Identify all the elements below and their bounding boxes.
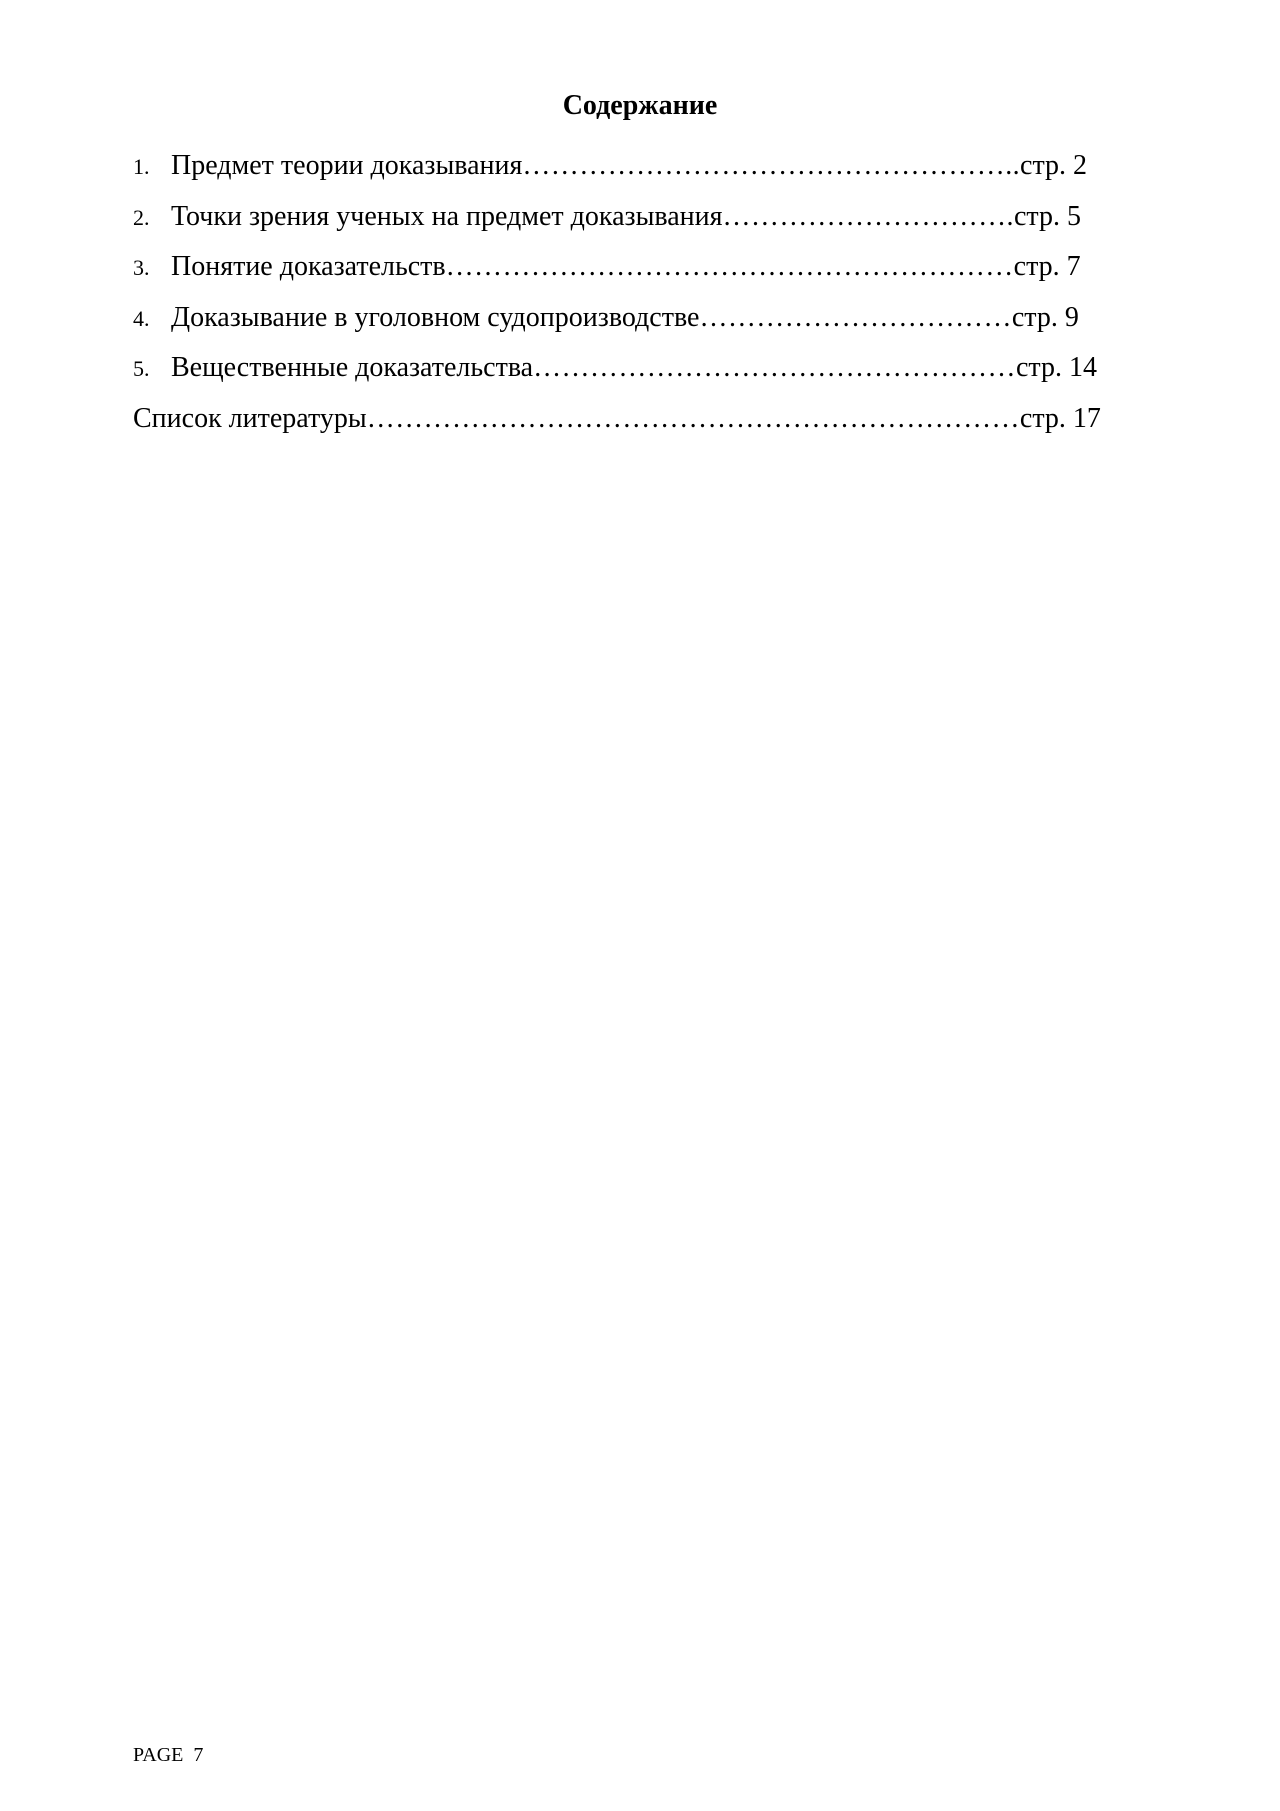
toc-entry-leader: …………………………. [722, 200, 1014, 232]
toc-entry-page: стр. 9 [1011, 301, 1079, 333]
toc-entry-leader: …………………………………………….. [522, 150, 1021, 181]
toc-entry-bibliography [133, 399, 1173, 450]
toc-entry [133, 298, 1173, 349]
table-of-contents [133, 146, 1173, 449]
page-footer [133, 1742, 203, 1768]
toc-entry [133, 197, 1173, 248]
footer-page-label: PAGE [133, 1744, 184, 1766]
toc-entry-page: стр. 17 [1019, 402, 1101, 434]
toc-entry-page: стр. 2 [1020, 150, 1088, 181]
toc-entry-page: стр. 5 [1013, 200, 1081, 232]
toc-entry-text: Вещественные доказательства [171, 352, 534, 383]
toc-entry-number: 3. [133, 255, 150, 280]
toc-entry-page: стр. 7 [1013, 251, 1081, 282]
toc-entry-number: 4. [133, 305, 150, 331]
toc-entry-leader: …………………………………………… [533, 352, 1016, 383]
footer-page-number: 7 [193, 1744, 204, 1766]
toc-entry-page: стр. 14 [1015, 352, 1097, 383]
toc-entry-leader: …………………………… [699, 301, 1012, 333]
toc-entry-text: Точки зрения ученых на предмет доказывания [171, 200, 723, 232]
toc-entry-text: Предмет теории доказывания [171, 150, 523, 181]
toc-entry-number: 5. [133, 356, 150, 381]
toc-entry [133, 348, 1173, 399]
toc-entry-text: Доказывание в уголовном судопроизводстве [171, 301, 700, 333]
toc-entry [133, 146, 1173, 197]
toc-entry-leader: …………………………………………………………… [366, 402, 1020, 434]
toc-entry-number: 2. [133, 204, 150, 230]
toc-entry-leader: …………………………………………………… [445, 251, 1014, 282]
toc-entry-number: 1. [133, 154, 150, 179]
toc-title: Содержание [562, 90, 718, 121]
toc-entry [133, 247, 1173, 298]
toc-entry-text: Список литературы [133, 402, 367, 434]
toc-entry-text: Понятие доказательств [171, 251, 446, 282]
